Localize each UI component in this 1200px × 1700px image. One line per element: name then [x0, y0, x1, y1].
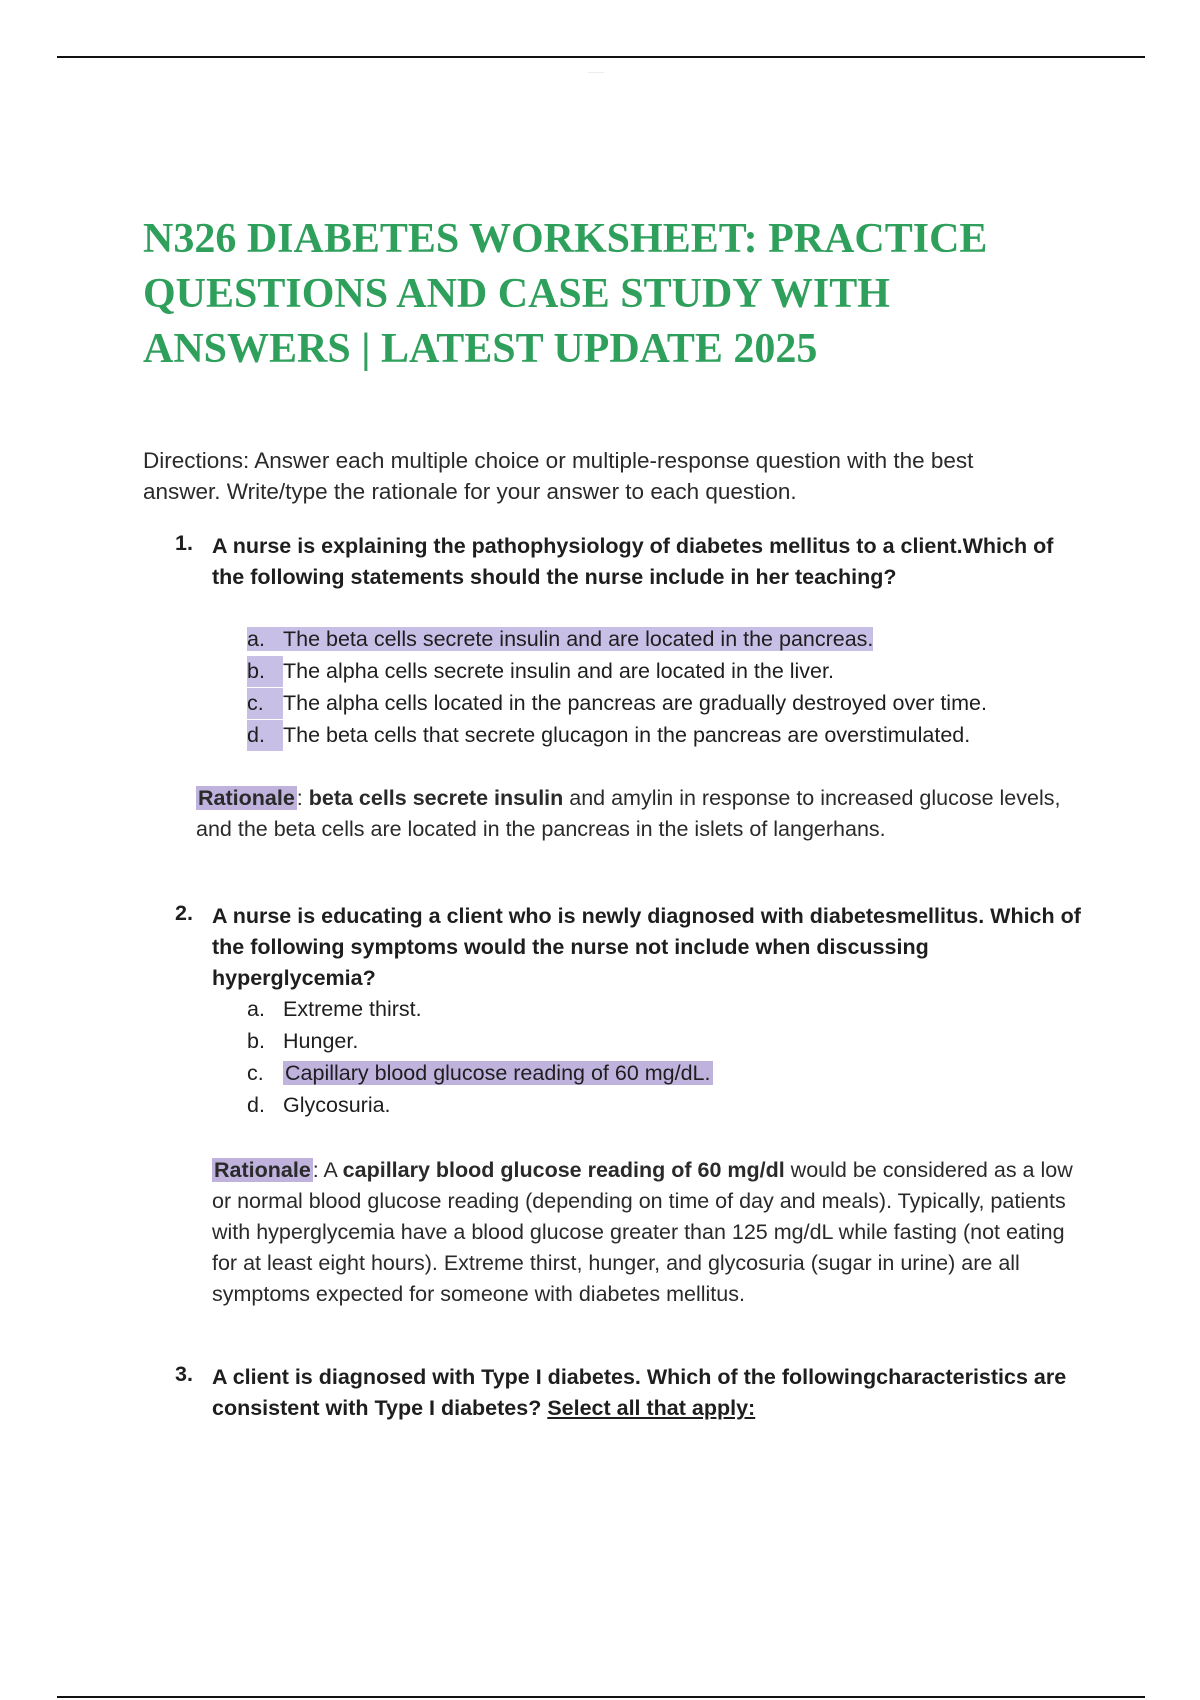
option-text: The beta cells secrete insulin and are located in the pancreas.	[283, 627, 874, 651]
option-a[interactable]	[247, 624, 873, 655]
directions-text: Directions: Answer each multiple choice or multiple-response question with the best answer. Write/type the rationale for your answer to each question.	[143, 448, 974, 504]
question-number: 2.	[175, 901, 193, 925]
option-c[interactable]	[247, 688, 987, 719]
option-letter: b.	[247, 1029, 265, 1053]
option-letter: a.	[247, 997, 265, 1021]
select-all-instruction: Select all that apply:	[547, 1396, 756, 1420]
option-letter: d.	[247, 1093, 265, 1117]
footer-rule	[57, 1696, 1145, 1698]
option-letter: b.	[247, 656, 283, 687]
question-text-container	[212, 1362, 1082, 1424]
option-text: Glycosuria.	[283, 1093, 391, 1117]
option-letter: d.	[247, 720, 283, 751]
option-letter: c.	[247, 688, 283, 719]
option-d[interactable]	[247, 720, 970, 751]
option-text: Extreme thirst.	[283, 997, 422, 1021]
question-text: A nurse is educating a client who is newly diagnosed with diabetesmellitus. Which of the following symptoms would the nurse not include when discussing hyperglycemia?	[212, 904, 1081, 990]
question-number: 3.	[175, 1362, 193, 1386]
rationale-label: Rationale	[214, 1158, 311, 1182]
option-text: Hunger.	[283, 1029, 359, 1053]
rationale-prefix: : A	[312, 1158, 343, 1182]
option-letter: c.	[247, 1061, 264, 1085]
option-text: The alpha cells secrete insulin and are located in the liver.	[283, 659, 834, 683]
question-text: A client is diagnosed with Type I diabetes. Which of the followingcharacteristics are consistent with Type I diabetes?	[212, 1365, 1067, 1420]
rationale-label: Rationale	[198, 786, 295, 810]
header-rule	[57, 56, 1145, 58]
rationale-key-phrase: capillary blood glucose reading of 60 mg/dl	[342, 1158, 785, 1182]
option-text: Capillary blood glucose reading of 60 mg/dL.	[285, 1061, 711, 1085]
rationale-2	[212, 1155, 1092, 1310]
option-c[interactable]	[247, 1058, 713, 1089]
question-text: A nurse is explaining the pathophysiology of diabetes mellitus to a client.Which of the following statements should the nurse include in her teaching?	[212, 534, 1054, 589]
rationale-key-phrase: beta cells secrete insulin	[308, 786, 564, 810]
option-b[interactable]	[247, 1026, 358, 1057]
option-b[interactable]	[247, 656, 834, 687]
option-text: The beta cells that secrete glucagon in the pancreas are overstimulated.	[283, 723, 971, 747]
page-title: N326 DIABETES WORKSHEET: PRACTICE QUESTIONS AND CASE STUDY WITH ANSWERS | LATEST UPDATE 2025	[143, 216, 988, 372]
rationale-1: Rationale: beta cells secrete insulin and amylin in response to increased glucose levels, and the beta cells are located in the pancreas in the islets of langerhans.	[196, 786, 1061, 841]
option-letter: a.	[247, 627, 265, 651]
header-mark: ········	[588, 70, 604, 76]
question-number: 1.	[175, 531, 193, 555]
option-a[interactable]	[247, 994, 422, 1025]
rationale-text: would be considered as a low or normal blood glucose reading (depending on time of day and meals). Typically, patients with hyperglycemia have a blood glucose greater than 125 mg/dL while fasting (not eating for at least eight hours). Extreme thirst, hunger, and glycosuria (sugar in urine) are all symptoms expected for someone with diabetes mellitus.	[212, 1158, 1073, 1306]
answer-highlight	[247, 627, 873, 651]
option-text: The alpha cells located in the pancreas are gradually destroyed over time.	[283, 691, 987, 715]
rationale-text: and amylin in response to increased glucose levels, and the beta cells are located in the pancreas in the islets of langerhans.	[196, 786, 1061, 841]
option-d[interactable]	[247, 1090, 391, 1121]
